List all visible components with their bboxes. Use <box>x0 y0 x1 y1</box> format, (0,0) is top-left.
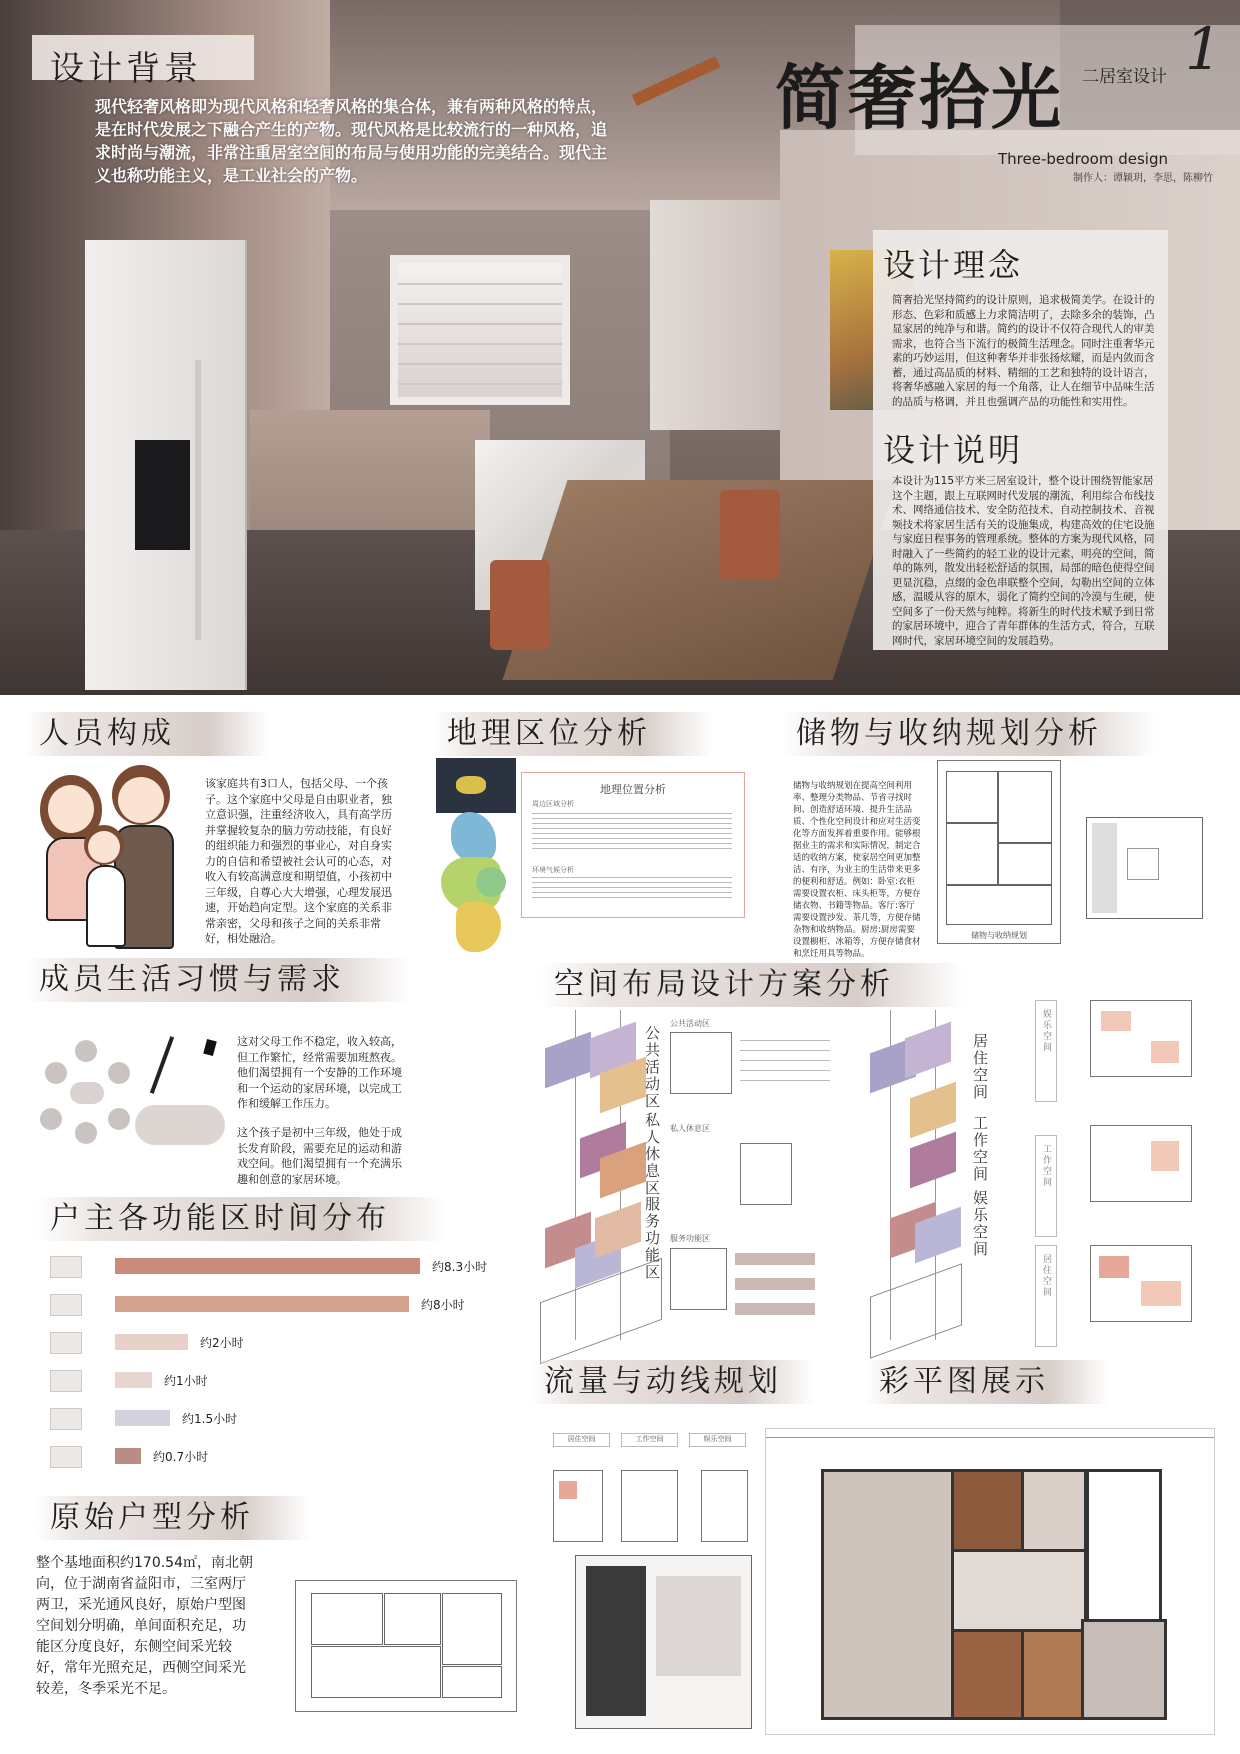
icon-bubble <box>40 1108 62 1130</box>
chart-data-label: 约8小时 <box>421 1298 465 1312</box>
main-title: 简奢拾光 <box>775 56 1063 139</box>
geo-doc-sub1: 周边区域分析 <box>532 800 574 808</box>
bg-title: 设计背景 <box>50 49 202 89</box>
left-label-public: 公共活动区 <box>643 1025 661 1110</box>
right-label-work: 工作空间 <box>971 1115 989 1183</box>
fridge-display <box>135 440 190 550</box>
iso-floor <box>870 1263 962 1358</box>
chart-row-icon <box>50 1256 82 1278</box>
stair-area <box>1081 1619 1167 1720</box>
icon-bubble <box>45 1062 67 1084</box>
icon-bubble <box>108 1108 130 1130</box>
left-label-service: 服务功能区 <box>643 1196 661 1281</box>
small-plan <box>1090 1245 1192 1322</box>
right-label-living: 居住空间 <box>971 1033 989 1101</box>
hero-render <box>0 0 1240 695</box>
color-floor-plan <box>765 1428 1215 1735</box>
habits-text-2: 这个孩子是初中三年级，他处于成长发育阶段，需要充足的运动和游戏空间。他们渴望拥有一个充满乐趣和创意的家居环境。 <box>237 1126 402 1186</box>
original-text: 整个基地面积约170.54㎡，南北朝向，位于湖南省益阳市，三室两厅两卫，采光通风良好，原始户型图空间划分明确，单间面积充足，功能区分度良好，东侧空间采光较好，常年光照充足，西侧空间采光较差，冬季采光不足。 <box>36 1555 253 1697</box>
original-floor-plan <box>295 1580 517 1712</box>
flow-title: 流量与动线规划 <box>530 1360 814 1404</box>
storage-plan-caption: 储物与收纳规划 <box>971 931 1027 940</box>
storage-title: 储物与收纳规划分析 <box>782 712 1156 756</box>
flow-plan <box>621 1470 678 1542</box>
flow-plan <box>701 1470 748 1542</box>
time-bar-chart <box>50 1250 550 1490</box>
desc-title: 设计说明 <box>883 431 1024 469</box>
concept-text: 简奢拾光坚持简约的设计原则，追求极简美学。在设计的形态、色彩和质感上力求简洁明了，去除多余的装饰，凸显家居的纯净与和谐。简约的设计不仅符合现代人的审美需求，也符合当下流行的极简生活理念。同时注重奢华元素的巧妙运用，但这种奢华并非张扬炫耀，而是内敛而含蓄，通过高品质的材料、精细的工艺和独特的设计语言，将奢华感融入家居的每一个角落，让人在细节中品味生活的品质与格调，并且也强调产品的功能性和实用性。 <box>892 294 1155 408</box>
chart-bar <box>115 1296 409 1312</box>
iso-block <box>545 1032 591 1089</box>
province-map <box>436 812 516 957</box>
balcony <box>1086 1469 1162 1625</box>
authors: 制作人：谭颖玥，李思，陈柳竹 <box>1073 173 1213 184</box>
bedroom <box>951 1469 1027 1555</box>
bedroom <box>1021 1469 1087 1555</box>
storage-room-plan <box>1086 817 1203 919</box>
chart-data-label: 约2小时 <box>200 1336 244 1350</box>
icon-bubble <box>75 1122 97 1144</box>
chart-data-label: 约1小时 <box>164 1374 208 1388</box>
layout-title: 空间布局设计方案分析 <box>540 963 964 1007</box>
side-tag: 工作空间 <box>1041 1144 1051 1188</box>
bg-title-box <box>32 35 254 89</box>
card-tag: 服务功能区 <box>670 1234 710 1243</box>
chart-data-label: 约8.3小时 <box>432 1260 488 1274</box>
card-tag: 公共活动区 <box>670 1019 710 1028</box>
habits-text-1: 这对父母工作不稳定，收入较高，但工作繁忙，经常需要加班熬夜。他们渴望拥有一个安静的工作环境和一个运动的家居环境，以完成工作和缓解工作压力。 <box>237 1035 402 1110</box>
chart-data-label: 约1.5小时 <box>182 1412 238 1426</box>
chart-bar <box>115 1410 170 1426</box>
chart-row-icon <box>50 1332 82 1354</box>
color-plan-title: 彩平图展示 <box>865 1360 1109 1404</box>
hallway <box>951 1549 1087 1635</box>
icon-bubble <box>75 1040 97 1062</box>
chart-title: 户主各功能区时间分布 <box>36 1197 445 1241</box>
family-illustration <box>40 765 190 950</box>
dining-table <box>503 480 898 680</box>
mother-face <box>48 785 94 833</box>
chart-row-icon <box>50 1408 82 1430</box>
chart-row-icon <box>50 1446 82 1468</box>
right-iso-diagram <box>870 1010 960 1340</box>
page-number: 1 <box>1185 15 1222 83</box>
side-tag-box <box>1035 1135 1057 1237</box>
geo-doc-title: 地理位置分析 <box>600 783 666 796</box>
upper-cabinets <box>650 200 780 430</box>
study <box>951 1629 1027 1720</box>
icon-bubble <box>108 1062 130 1084</box>
concept-title: 设计理念 <box>883 246 1024 284</box>
hands-phone-image <box>135 1035 230 1155</box>
bg-text: 现代轻奢风格即为现代风格和轻奢风格的集合体，兼有两种风格的特点，是在时代发展之下融合产生的产物。现代风格是比较流行的一种风格，追求时尚与潮流，非常注重居室空间的布局与使用功能的完美结合。现代主义也称功能主义，是工业社会的产物。 <box>95 97 608 185</box>
iso-block <box>905 1022 951 1079</box>
storage-floor-plan <box>937 760 1061 944</box>
map-highlight <box>456 776 486 794</box>
side-tag-box <box>1035 1245 1057 1347</box>
right-label-fun: 娱乐空间 <box>971 1190 989 1258</box>
geo-doc-lines <box>532 813 732 853</box>
chart-row-icon <box>50 1370 82 1392</box>
side-tag: 娱乐空间 <box>1041 1009 1051 1053</box>
main-subtitle: 二居室设计 <box>1082 67 1167 87</box>
chart-bar <box>115 1448 141 1464</box>
flow-tag: 工作空间 <box>621 1433 678 1447</box>
iso-block <box>910 1132 956 1189</box>
flow-render-plan <box>575 1555 752 1729</box>
original-title: 原始户型分析 <box>36 1496 310 1540</box>
side-tag: 居住空间 <box>1041 1254 1051 1298</box>
desc-text: 本设计为115平方米三居室设计，整个设计围绕智能家居这个主题，跟上互联网时代发展的潮流，利用综合布线技术、网络通信技术、安全防范技术、自动控制技术、音视频技术将家居生活有关的设施集成，构建高效的住宅设施与家庭日程事务的管理系统。整体的方案为现代风格，同时融入了一些简约的轻工业的设计元素，明亮的空间，简单的陈列，散发出轻松舒适的氛围，局部的暗色使得空间更显沉稳，点缀的金色串联整个空间，勾勒出空间的立体感，温暖从容的原木，弱化了简约空间的冷漠与生硬，使空间多了一份天然与纯粹。将新生的时代技术赋予到日常的家居环境中，迎合了青年群体的生活方式，符合，互联网时代，家居环境空间的发展趋势。 <box>892 475 1155 647</box>
members-title: 人员构成 <box>25 712 269 756</box>
chart-bar <box>115 1372 152 1388</box>
small-plan <box>1090 1125 1192 1202</box>
card-tag: 私人休息区 <box>670 1124 710 1133</box>
dining <box>1021 1629 1087 1720</box>
chart-row-icon <box>50 1294 82 1316</box>
chair <box>490 560 550 650</box>
chart-data-label: 约0.7小时 <box>153 1450 209 1464</box>
geo-doc-lines <box>532 877 732 902</box>
habits-title: 成员生活习惯与需求 <box>25 958 409 1002</box>
english-subtitle: Three-bedroom design <box>998 150 1168 168</box>
iso-block <box>595 1202 641 1259</box>
layout-cards <box>670 1018 840 1338</box>
child-face <box>88 831 120 863</box>
father-face <box>118 777 164 823</box>
flow-plan <box>553 1470 603 1542</box>
geo-title: 地理区位分析 <box>433 712 712 756</box>
left-label-private: 私人休息区 <box>643 1112 661 1197</box>
chair <box>720 490 780 580</box>
window <box>390 255 570 405</box>
fridge-handle <box>195 360 201 640</box>
flow-tag: 居住空间 <box>553 1433 610 1447</box>
members-text: 该家庭共有3口人，包括父母、一个孩子。这个家庭中父母是自由职业者，独立意识强，注重经济收入，具有高学历并掌握较复杂的脑力劳动技能，有良好的组织能力和强烈的事业心，对自身实力的自信和希望被社会认可的心态，对收入有较高满意度和期望值，小孩初中三年级，自尊心大大增强，心理发展迅速，开始趋向定型。这个家庭的关系非常亲密，父母和孩子之间的关系非常好，相处融洽。 <box>205 777 392 945</box>
child-body <box>86 865 126 947</box>
smart-home-icons <box>40 1040 135 1145</box>
small-plan <box>1090 1000 1192 1077</box>
cloud-icon <box>70 1082 104 1104</box>
flow-tag: 娱乐空间 <box>689 1433 746 1447</box>
geo-doc <box>521 772 745 918</box>
side-tag-box <box>1035 1000 1057 1102</box>
storage-text: 储物与收纳规划在提高空间利用率、整理分类物品、节省寻找时间、创造舒适环境、提升生活品质、个性化空间设计和应对生活变化等方面发挥着重要作用。能够根据业主的需求和实际情况，制定合适的收纳方案，使家居空间更加整洁、有序，为业主的生活带来更多的便利和舒适。例如：卧室:衣柜需要设置衣柜、床头柜等，方便存储衣物、书籍等物品。客厅:客厅需要设置沙发、茶几等，方便存储杂物和收纳物品。厨房:厨房需要设置橱柜、冰箱等，方便存储食材和烹饪用具等物品。 <box>793 781 921 959</box>
living-room <box>821 1469 957 1720</box>
chart-bar <box>115 1334 188 1350</box>
satellite-map <box>436 758 516 813</box>
chart-bar <box>115 1258 420 1274</box>
kitchen-counter <box>250 410 490 540</box>
iso-block <box>910 1082 956 1139</box>
geo-doc-sub2: 环境气候分析 <box>532 866 574 874</box>
